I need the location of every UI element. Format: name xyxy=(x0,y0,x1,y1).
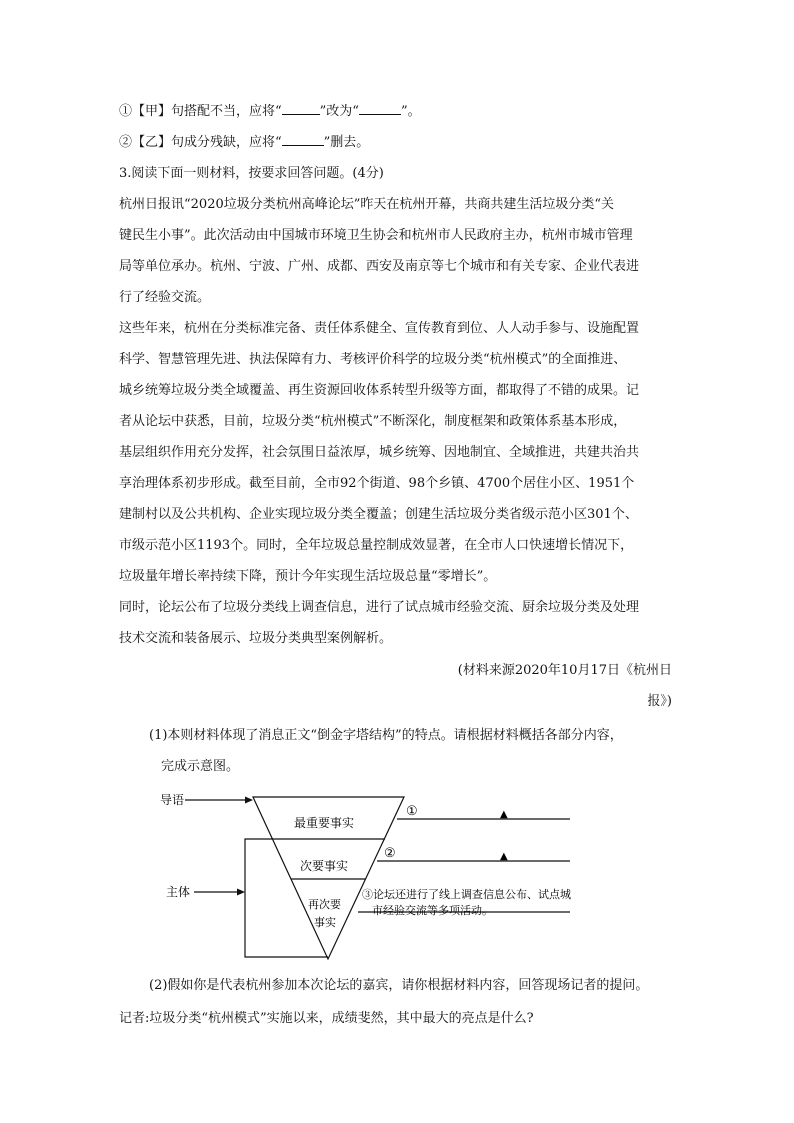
lead-label: 导语 xyxy=(160,793,185,807)
answer-blank xyxy=(359,102,401,115)
arrow-head-icon xyxy=(245,797,253,804)
item-1 xyxy=(119,102,421,122)
note-3-line-b: 市经验交流等多项活动。 xyxy=(372,904,493,917)
item-2-text-a: ②【乙】句成分残缺，应将“ xyxy=(119,135,282,150)
marker-2: ② xyxy=(384,846,396,861)
paragraph-line: 市级示范小区1193个。同时，全年垃圾总量控制成效显著，在全市人口快速增长情况下， xyxy=(119,538,634,553)
sub-question-1: (1)本则材料体现了消息正文“倒金字塔结构”的特点。请根据材料概括各部分内容， xyxy=(149,728,623,743)
body-label: 主体 xyxy=(166,885,191,899)
tier-3-label-a: 再次要 xyxy=(308,898,341,911)
paragraph-line: 科学、智慧管理先进、执法保障有力、考核评价科学的垃圾分类“杭州模式”的全面推进、 xyxy=(119,352,627,367)
arrow-head-icon xyxy=(237,889,245,896)
paragraph-line: 行了经验交流。 xyxy=(119,290,211,305)
answer-blank xyxy=(282,102,320,115)
sub-question-1-cont: 完成示意图。 xyxy=(161,759,240,774)
tier-2-label: 次要事实 xyxy=(300,859,349,873)
item-2-text-b: ”删去。 xyxy=(323,135,370,150)
paragraph-line: 这些年来，杭州在分类标准完备、责任体系健全、宣传教育到位、人人动手参与、设施配置 xyxy=(119,321,640,336)
paragraph-line: 者从论坛中获悉，目前，垃圾分类“杭州模式”不断深化，制度框架和政策体系基本形成， xyxy=(119,414,627,429)
item-1-text-b: ”改为“ xyxy=(319,104,359,119)
paragraph-line: 键民生小事”。此次活动由中国城市环境卫生协会和杭州市人民政府主办，杭州市城市管理 xyxy=(119,228,633,243)
item-1-text-a: ①【甲】句搭配不当，应将“ xyxy=(119,104,282,119)
sub-question-2: (2)假如你是代表杭州参加本次论坛的嘉宾，请你根据材料内容，回答现场记者的提问。 xyxy=(149,978,649,993)
paragraph-line: 城乡统筹垃圾分类全域覆盖、再生资源回收体系转型升级等方面，都取得了不错的成果。记 xyxy=(119,383,640,398)
note-3-line-a: ③论坛还进行了线上调查信息公布、试点城 xyxy=(362,888,571,901)
paragraph-line: 技术交流和装备展示、垃圾分类典型案例解析。 xyxy=(119,631,393,646)
paragraph-line: 局等单位承办。杭州、宁波、广州、成都、西安及南京等七个城市和有关专家、企业代表进 xyxy=(119,259,640,274)
item-2 xyxy=(119,133,369,153)
blank-marker-icon: ▲ xyxy=(500,851,508,862)
tier-1-label: 最重要事实 xyxy=(294,816,355,830)
source-citation-cont: 报》) xyxy=(647,694,672,709)
marker-1: ① xyxy=(406,804,418,819)
blank-marker-icon: ▲ xyxy=(500,809,508,820)
paragraph-line: 基层组织作用充分发挥，社会氛围日益浓厚，城乡统筹、因地制宜、全域推进，共建共治共 xyxy=(119,445,640,460)
answer-blank xyxy=(282,133,324,146)
paragraph-line: 享治理体系初步形成。截至目前，全市92个街道、98个乡镇、4700个居住小区、1951个 xyxy=(119,476,635,491)
reporter-question: 记者:垃圾分类“杭州模式”实施以来，成绩斐然，其中最大的亮点是什么? xyxy=(119,1011,534,1026)
inverted-pyramid-diagram xyxy=(150,785,670,970)
paragraph-line: 杭州日报讯“2020垃圾分类杭州高峰论坛”昨天在杭州开幕，共商共建生活垃圾分类“关 xyxy=(119,197,615,212)
source-citation: (材料来源2020年10月17日《杭州日 xyxy=(457,663,672,678)
paragraph-line: 同时，论坛公布了垃圾分类线上调查信息，进行了试点城市经验交流、厨余垃圾分类及处理 xyxy=(119,600,640,615)
paragraph-line: 建制村以及公共机构、企业实现垃圾分类全覆盖；创建生活垃圾分类省级示范小区301个、 xyxy=(119,507,638,522)
paragraph-line: 垃圾量年增长率持续下降，预计今年实现生活垃圾总量“零增长”。 xyxy=(119,569,497,584)
item-1-text-c: ”。 xyxy=(400,104,421,119)
question-title: 3.阅读下面一则材料，按要求回答问题。(4分) xyxy=(119,166,384,181)
tier-3-label-b: 事实 xyxy=(314,916,336,929)
